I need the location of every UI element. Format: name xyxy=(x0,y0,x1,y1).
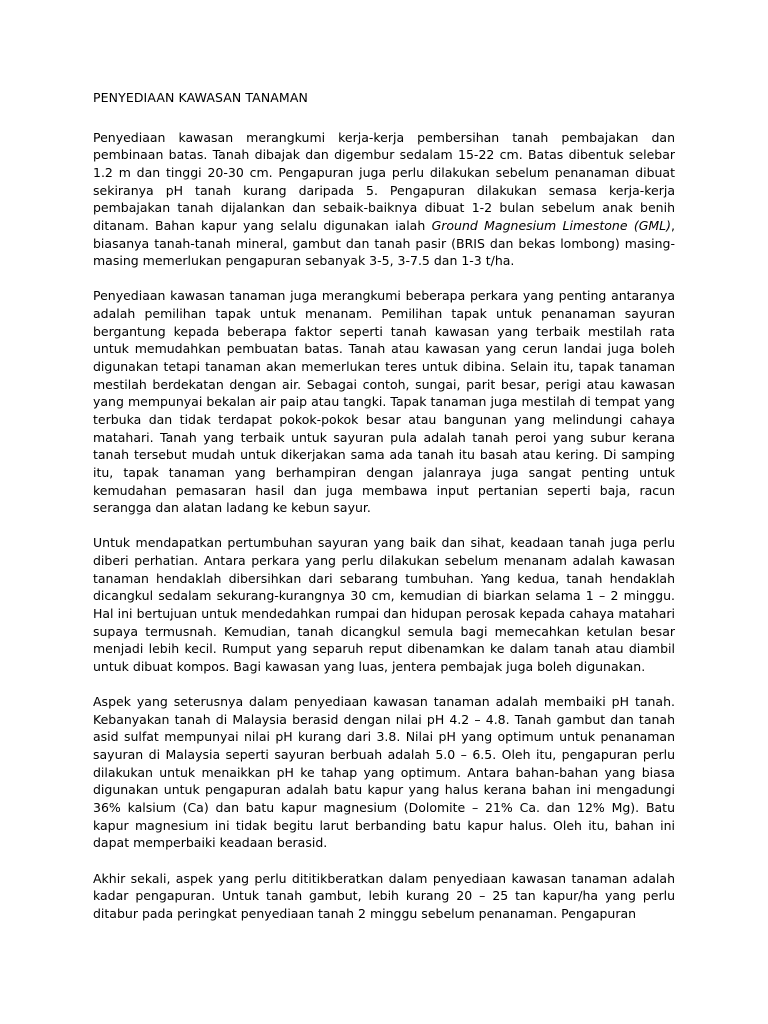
paragraph-1-text-a: Penyediaan kawasan merangkumi kerja-kerja pembersihan tanah pembajakan dan pembinaan batas. Tanah dibajak dan digembur sedalam 15-22 cm. Batas dibentuk selebar 1.2 m dan tinggi 20-30 cm. Pengapuran juga perlu dilakukan sebelum penanaman dibuat sekiranya pH tanah kurang daripada 5. Pengapuran dilakukan semasa kerja-kerja pembajakan tanah dijalankan dan sebaik-baiknya dibuat 1-2 bulan sebelum anak benih ditanam. Bahan kapur yang selalu digunakan ialah xyxy=(93,129,675,233)
paragraph-1-text-b: , biasanya tanah-tanah mineral, gambut dan tanah pasir (BRIS dan bekas lombong) masing-masing memerlukan pengapuran sebanyak 3-5, 3-7.5 dan 1-3 t/ha. xyxy=(93,217,675,269)
paragraph-1 xyxy=(93,129,675,270)
paragraph-5: Akhir sekali, aspek yang perlu dititikberatkan dalam penyediaan kawasan tanaman adalah kadar pengapuran. Untuk tanah gambut, lebih kurang 20 – 25 tan kapur/ha yang perlu ditabur pada peringkat penyediaan tanah 2 minggu sebelum penanaman. Pengapuran xyxy=(93,870,675,921)
paragraph-3: Untuk mendapatkan pertumbuhan sayuran yang baik dan sihat, keadaan tanah juga perlu diberi perhatian. Antara perkara yang perlu dilakukan sebelum menanam adalah kawasan tanaman hendaklah dibersihkan dari sebarang tumbuhan. Yang kedua, tanah hendaklah dicangkul sedalam sekurang-kurangnya 30 cm, kemudian di biarkan selama 1 – 2 minggu. Hal ini bertujuan untuk mendedahkan rumpai dan hidupan perosak kepada cahaya matahari supaya termusnah. Kemudian, tanah dicangkul semula bagi memecahkan ketulan besar menjadi lebih kecil. Rumput yang separuh reput dibenamkan ke dalam tanah atau diambil untuk dibuat kompos. Bagi kawasan yang luas, jentera pembajak juga boleh digunakan. xyxy=(93,535,675,674)
paragraph-2: Penyediaan kawasan tanaman juga merangkumi beberapa perkara yang penting antaranya adalah pemilihan tapak untuk menanam. Pemilihan tapak untuk penanaman sayuran bergantung kepada beberapa faktor seperti tanah kawasan yang terbaik mestilah rata untuk memudahkan pembuatan batas. Tanah atau kawasan yang cerun landai juga boleh digunakan tetapi tanaman akan memerlukan teres untuk dibina. Selain itu, tapak tanaman mestilah berdekatan dengan air. Sebagai contoh, sungai, parit besar, perigi atau kawasan yang mempunyai bekalan air paip atau tangki. Tapak tanaman juga mestilah di tempat yang terbuka dan tidak terdapat pokok-pokok besar atau bangunan yang melindungi cahaya matahari. Tanah yang terbaik untuk sayuran pula adalah tanah peroi yang subur kerana tanah tersebut mudah untuk dikerjakan sama ada tanah itu basah atau kering. Di samping itu, tapak tanaman yang berhampiran dengan jalanraya juga sangat penting untuk kemudahan pemasaran hasil dan juga membawa input pertanian seperti baja, racun serangga dan alatan ladang ke kebun sayur. xyxy=(93,288,675,516)
document-title: PENYEDIAAN KAWASAN TANAMAN xyxy=(93,90,308,105)
document-page xyxy=(93,89,675,940)
paragraph-4: Aspek yang seterusnya dalam penyediaan kawasan tanaman adalah membaiki pH tanah. Kebanyakan tanah di Malaysia berasid dengan nilai pH 4.2 – 4.8. Tanah gambut dan tanah asid sulfat mempunyai nilai pH kurang dari 3.8. Nilai pH yang optimum untuk penanaman sayuran di Malaysia seperti sayuran berbuah adalah 5.0 – 6.5. Oleh itu, pengapuran perlu dilakukan untuk menaikkan pH ke tahap yang optimum. Antara bahan-bahan yang biasa digunakan untuk pengapuran adalah batu kapur yang halus kerana bahan ini mengadungi 36% kalsium (Ca) dan batu kapur magnesium (Dolomite – 21% Ca. dan 12% Mg). Batu kapur magnesium ini tidak begitu larut berbanding batu kapur halus. Oleh itu, bahan ini dapat memperbaiki keadaan berasid. xyxy=(93,694,675,851)
paragraph-1-italic-term: Ground Magnesium Limestone (GML) xyxy=(431,217,672,233)
